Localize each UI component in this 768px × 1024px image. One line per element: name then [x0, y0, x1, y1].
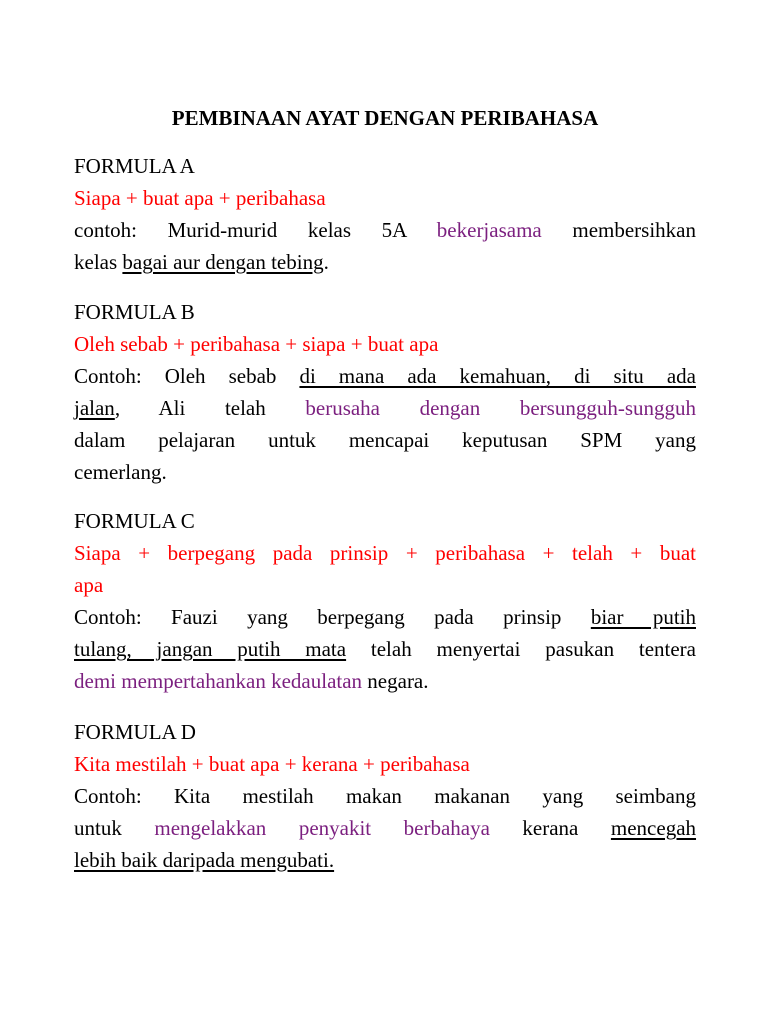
peribahasa-underlined: jalan: [74, 396, 115, 420]
highlighted-phrase: bekerjasama: [436, 218, 542, 242]
formula-b-example-line-1: [74, 360, 696, 392]
formula-d-example-line-3: [74, 844, 696, 876]
example-text: , Ali telah: [114, 396, 266, 420]
formula-d-formula: Kita mestilah + buat apa + kerana + peribahasa: [74, 752, 470, 776]
example-text: membersihkan: [572, 218, 697, 242]
formula-b-section: [74, 296, 696, 488]
formula-a-heading: FORMULA A: [74, 154, 195, 178]
peribahasa-underlined: bagai aur dengan tebing: [122, 250, 324, 274]
formula-c-formula-line-1: Siapa + berpegang pada prinsip + peribahasa + telah + buat: [74, 541, 696, 565]
formula-c-example-line-3: [74, 665, 696, 697]
example-text: kerana: [522, 816, 579, 840]
peribahasa-underlined: di mana ada kemahuan, di situ ada: [299, 364, 696, 388]
example-text: kelas: [74, 250, 118, 274]
formula-a-section: [74, 150, 696, 278]
example-text: Contoh: Fauzi yang berpegang pada prinsip: [74, 605, 562, 629]
peribahasa-underlined: mencegah: [610, 816, 697, 840]
formula-c-formula-line-2: apa: [74, 573, 104, 597]
formula-c-example-line-2: [74, 633, 696, 665]
example-text: contoh: Murid-murid kelas 5A: [74, 218, 407, 242]
formula-d-heading: FORMULA D: [74, 720, 196, 744]
example-text: untuk: [74, 816, 122, 840]
formula-c-heading: FORMULA C: [74, 509, 195, 533]
formula-b-example-line-4: cemerlang.: [74, 460, 167, 484]
peribahasa-underlined: biar putih: [590, 605, 696, 629]
example-text: telah menyertai pasukan tentera: [370, 637, 696, 661]
peribahasa-underlined: lebih baik daripada mengubati.: [74, 848, 335, 872]
highlighted-phrase: demi mempertahankan kedaulatan: [74, 669, 363, 693]
example-text: Contoh: Oleh sebab: [74, 364, 277, 388]
example-text: .: [323, 250, 329, 274]
formula-d-example-line-1: Contoh: Kita mestilah makan makanan yang seimbang: [74, 784, 696, 808]
formula-c-example-line-1: [74, 601, 696, 633]
formula-b-heading: FORMULA B: [74, 300, 195, 324]
formula-b-formula: Oleh sebab + peribahasa + siapa + buat apa: [74, 332, 439, 356]
page-title: PEMBINAAN AYAT DENGAN PERIBAHASA: [171, 106, 599, 130]
formula-a-example-line-1: [74, 214, 696, 246]
highlighted-phrase: berusaha dengan bersungguh-sungguh: [305, 396, 697, 420]
formula-b-example-line-2: [74, 392, 696, 424]
formula-a-example-line-2: [74, 246, 696, 278]
formula-d-example-line-2: [74, 812, 696, 844]
formula-b-example-line-3: dalam pelajaran untuk mencapai keputusan SPM yang: [74, 428, 696, 452]
example-text: negara.: [367, 669, 429, 693]
highlighted-phrase: mengelakkan penyakit berbahaya: [154, 816, 490, 840]
formula-d-section: [74, 716, 696, 876]
formula-c-section: [74, 505, 696, 697]
peribahasa-underlined: tulang, jangan putih mata: [74, 637, 347, 661]
formula-a-formula: Siapa + buat apa + peribahasa: [74, 186, 326, 210]
